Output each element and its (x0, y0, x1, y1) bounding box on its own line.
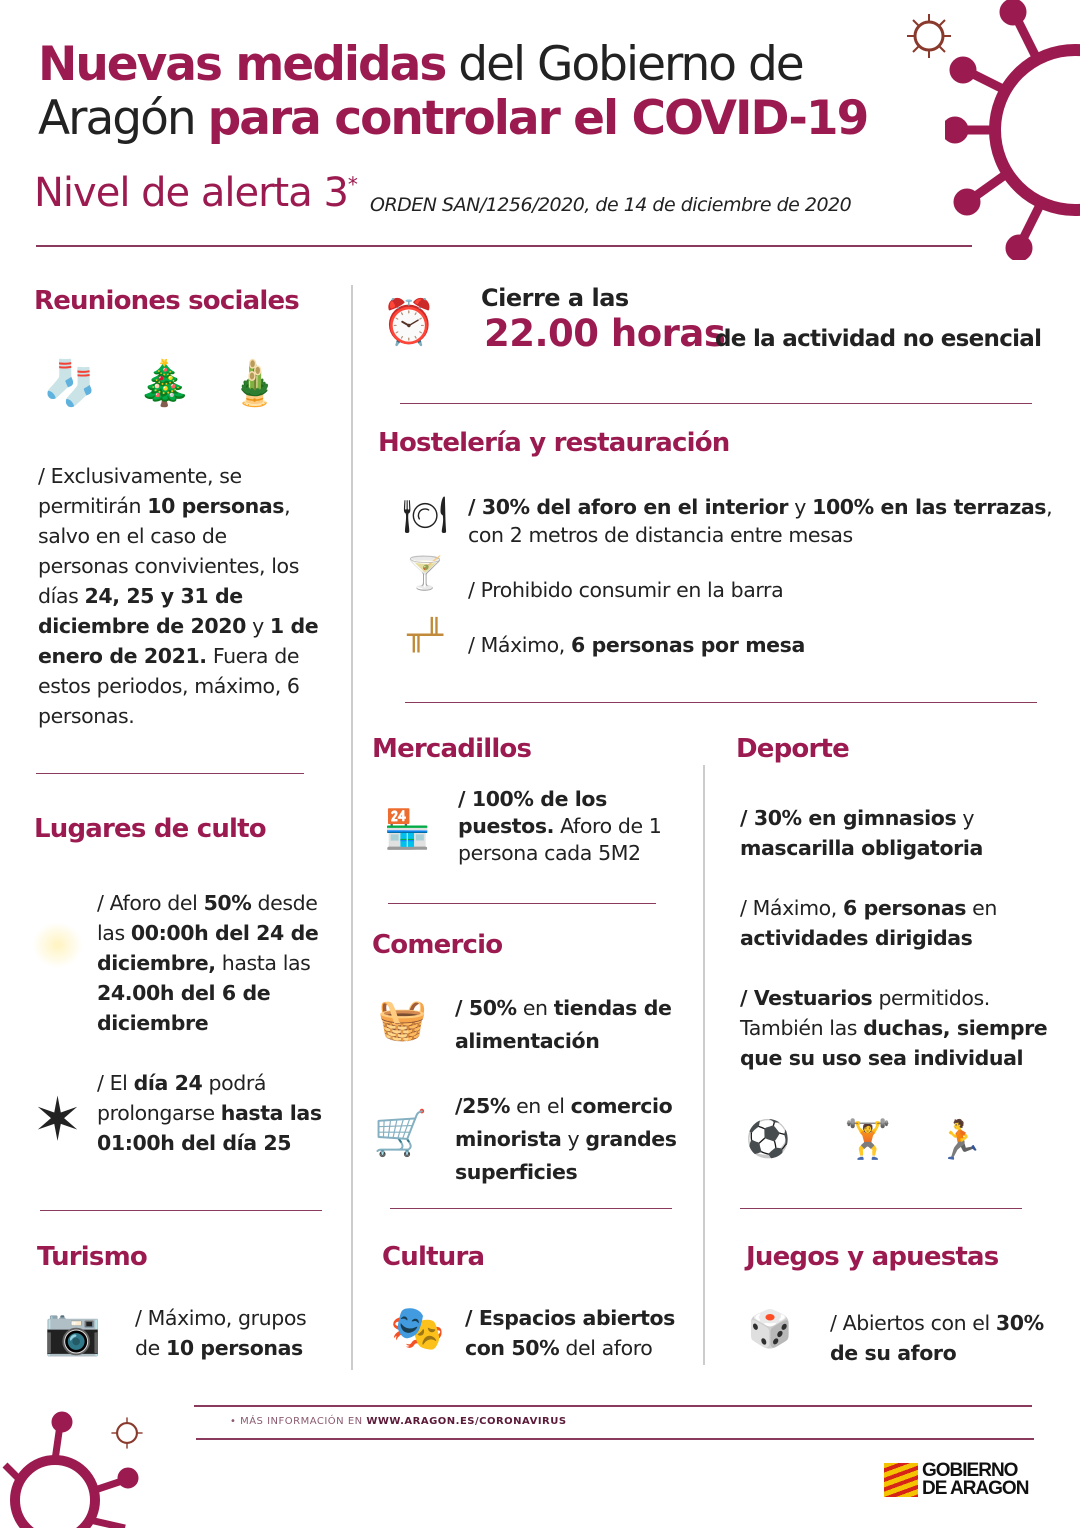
text-segment: en (516, 996, 554, 1020)
market-stall-icon: 🏪 (383, 806, 432, 851)
text-segment: / Máximo, grupos de (135, 1306, 307, 1360)
bold-text: 50% (203, 891, 252, 915)
alarm-clock-icon: ⏰ (381, 297, 437, 348)
divider (194, 1405, 1032, 1407)
casino-chips-icon: 🎲 (747, 1309, 793, 1350)
text-segment: / Aforo del (97, 891, 204, 915)
divider (40, 1210, 322, 1211)
bold-text: 10 personas (147, 494, 285, 518)
christmas-stocking-icon: 🧦 (42, 357, 98, 409)
alert-level (34, 170, 357, 216)
page-title (38, 38, 898, 146)
divider (388, 903, 656, 904)
bold-text: 10 personas (165, 1336, 303, 1360)
section-title-cultura: Cultura (382, 1242, 485, 1272)
text-segment: en (966, 896, 997, 920)
text-segment: y (788, 495, 813, 519)
camera-icon: 📷 (44, 1303, 102, 1358)
bold-text: 6 personas por mesa (571, 633, 805, 657)
text-segment: y (245, 614, 270, 638)
text-segment: Fuera de estos periodos, máximo, 6 personas. (38, 644, 300, 728)
bold-text: 100% en las terrazas (812, 495, 1047, 519)
shopping-cart-icon: 🛒 (373, 1107, 428, 1159)
hosteleria-item (468, 630, 1028, 660)
star-icon: ✶ (32, 1085, 83, 1155)
comercio-item (455, 1090, 695, 1189)
juegos-text (830, 1308, 1060, 1368)
text-segment: podrá prolongarse (97, 1071, 267, 1125)
bold-text: 24, 25 y 31 de diciembre de 2020 (38, 584, 246, 638)
small-virus-icon (110, 1416, 144, 1450)
text-segment: y (956, 806, 975, 830)
text-segment: Aforo de 1 persona cada 5M2 (458, 814, 662, 865)
text-segment: / Máximo, (740, 896, 844, 920)
grocery-basket-icon: 🧺 (377, 996, 428, 1043)
bold-text: día 24 (133, 1071, 203, 1095)
text-segment: / Abiertos con el (830, 1311, 996, 1335)
mercadillos-text (458, 786, 678, 867)
text-segment: / Prohibido consumir en la barra (468, 578, 784, 602)
section-title-culto: Lugares de culto (34, 814, 266, 844)
weightlifter-icon: 🏋 (844, 1117, 892, 1161)
section-title-juegos: Juegos y apuestas (746, 1242, 999, 1272)
runner-icon: 🏃 (936, 1117, 985, 1162)
hosteleria-item (468, 493, 1058, 549)
theater-masks-icon: 🎭 (390, 1302, 445, 1354)
more-info (230, 1416, 567, 1427)
culto-item (97, 1068, 337, 1158)
virus-icon (945, 0, 1080, 260)
bold-text: duchas, siempre que su uso sea individual (740, 1016, 1048, 1070)
cierre-line1: Cierre a las (481, 284, 629, 312)
soccer-ball-icon: ⚽ (745, 1119, 791, 1160)
section-title-turismo: Turismo (37, 1242, 147, 1272)
bold-text: 1 de enero de 2021. (38, 614, 319, 668)
divider (36, 773, 304, 774)
divider (740, 1208, 1022, 1209)
gobierno-aragon-logo (884, 1462, 1028, 1498)
deporte-item (740, 983, 1060, 1073)
text-segment: / Exclusivamente, se permitirán (38, 464, 242, 518)
cloche-icon: 🍽 (402, 495, 448, 536)
cultura-text (465, 1303, 695, 1363)
cierre-hour: 22.00 horas (484, 312, 726, 355)
cocktail-icon: 🍸 (405, 553, 445, 592)
section-title-hosteleria: Hostelería y restauración (378, 428, 730, 458)
text-segment: hasta las (215, 951, 311, 975)
alert-footnote-mark: * (347, 172, 357, 197)
text-segment: permitidos. También las (740, 986, 990, 1040)
bold-text: 30% de su aforo (830, 1311, 1044, 1365)
text-segment: / El (97, 1071, 134, 1095)
section-title-mercadillos: Mercadillos (372, 734, 532, 764)
cierre-line2: de la actividad no esencial (715, 326, 1042, 352)
small-virus-icon (905, 12, 953, 60)
bold-text: / 100% de los puestos. (458, 787, 607, 838)
more-info-label: • MÁS INFORMACIÓN EN (230, 1416, 367, 1427)
turismo-text (135, 1303, 335, 1363)
bold-text: tiendas de alimentación (455, 996, 672, 1053)
table-chairs-icon: ╥╨ (406, 617, 444, 653)
text-segment: del aforo (559, 1336, 653, 1360)
section-title-comercio: Comercio (372, 930, 503, 960)
ornament-icon: 🎍 (227, 357, 282, 409)
reuniones-text (38, 461, 323, 731)
divider (196, 1438, 1034, 1440)
bold-text: / Espacios abiertos con 50% (465, 1306, 675, 1360)
section-title-reuniones: Reuniones sociales (34, 286, 299, 316)
bold-text: / 30% en gimnasios (740, 806, 957, 830)
bold-text: hasta las 01:00h del día 25 (97, 1101, 322, 1155)
bold-text: 00:00h del 24 de diciembre, (97, 921, 319, 975)
logo-text: GOBIERNO DE ARAGON (922, 1460, 1029, 1499)
text-segment: del Gobierno de Aragón (38, 37, 803, 146)
bold-text: 24.00h del 6 de diciembre (97, 981, 271, 1035)
christmas-tree-icon: 🎄 (137, 357, 192, 409)
divider (36, 245, 972, 247)
column-divider (351, 285, 353, 1370)
bold-text: actividades dirigidas (740, 926, 973, 950)
bold-text: / 50% (455, 996, 517, 1020)
aragon-flag-icon (884, 1463, 918, 1497)
divider (390, 1208, 672, 1209)
divider (405, 702, 1037, 703)
text-segment: desde las (97, 891, 318, 945)
bold-text: /25% (455, 1094, 510, 1118)
deporte-item (740, 803, 1060, 863)
section-title-deporte: Deporte (736, 734, 849, 764)
bold-text: comercio minorista (455, 1094, 673, 1151)
text-segment: / Máximo, (468, 633, 572, 657)
light-glow-icon (30, 920, 85, 970)
text-segment: en el (509, 1094, 571, 1118)
hosteleria-item (468, 575, 1028, 605)
text-segment: y (561, 1127, 586, 1151)
column-divider (703, 765, 705, 1365)
bold-text: 6 personas (843, 896, 967, 920)
bold-text: grandes superficies (455, 1127, 677, 1184)
bold-text: / 30% del aforo en el interior (468, 495, 789, 519)
text-segment: , salvo en el caso de personas convivientes, los días (38, 494, 299, 608)
more-info-link[interactable]: WWW.ARAGON.ES/CORONAVIRUS (366, 1416, 567, 1427)
comercio-item (455, 992, 695, 1058)
bold-text: mascarilla obligatoria (740, 836, 983, 860)
text-segment: , con 2 metros de distancia entre mesas (468, 495, 1053, 547)
culto-item (97, 888, 345, 1038)
bold-text: Nuevas medidas (38, 37, 446, 92)
order-reference: ORDEN SAN/1256/2020, de 14 de diciembre de 2020 (370, 194, 852, 216)
deporte-item (740, 893, 1060, 953)
alert-level-text: Nivel de alerta 3 (34, 170, 348, 216)
bold-text: para controlar el COVID-19 (207, 91, 868, 146)
bold-text: / Vestuarios (740, 986, 873, 1010)
divider (400, 403, 1032, 404)
